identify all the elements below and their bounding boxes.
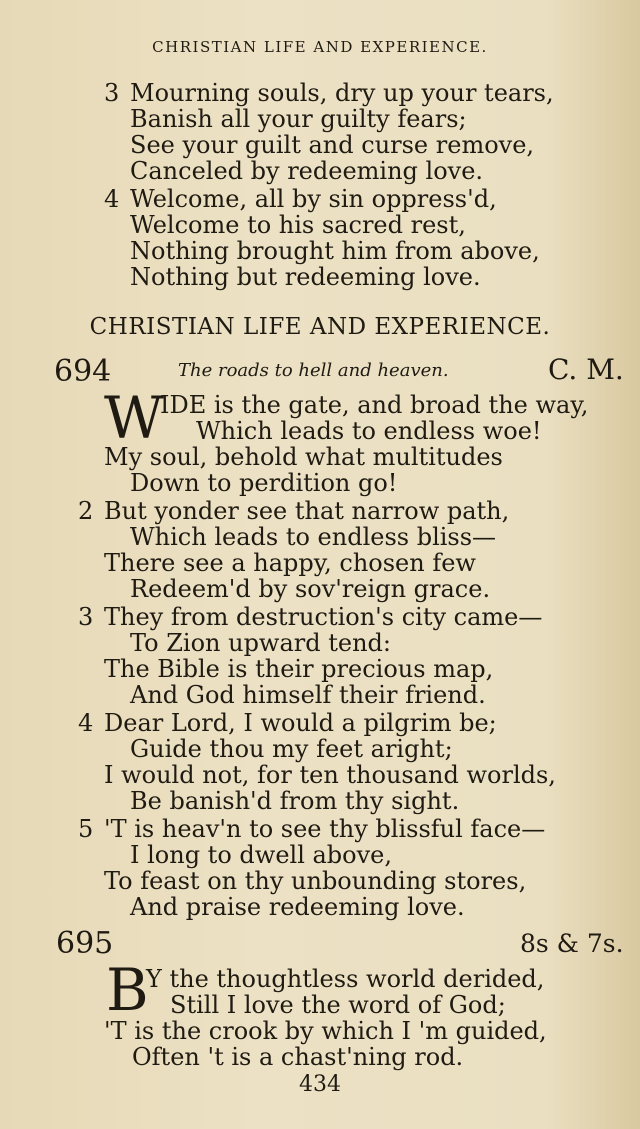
verse-number: 4 [104,185,120,213]
verse-line: Down to perdition go! [130,469,398,497]
verse-number: 5 [78,815,94,843]
verse-line: There see a happy, chosen few [104,549,476,577]
verse-line: 'T is the crook by which I 'm guided, [104,1017,547,1045]
drop-cap: B [106,956,149,1024]
verse-line: But yonder see that narrow path, [104,497,510,525]
verse-line: Mourning souls, dry up your tears, [130,79,554,107]
verse-line: Nothing brought him from above, [130,237,540,265]
verse-number: 4 [78,709,94,737]
verse-line: Dear Lord, I would a pilgrim be; [104,709,497,737]
verse-line: To feast on thy unbounding stores, [104,867,527,895]
verse-line: My soul, behold what multitudes [104,443,503,471]
verse-line: Redeem'd by sov'reign grace. [130,575,491,603]
verse-line: 'T is heav'n to see thy blissful face— [104,815,546,843]
verse-line: The Bible is their precious map, [104,655,494,683]
verse-line: Nothing but redeeming love. [130,263,481,291]
verse-line: Banish all your guilty fears; [130,105,467,133]
verse-line: I would not, for ten thousand worlds, [104,761,556,789]
verse-line: And God himself their friend. [130,681,486,709]
verse-line: Be banish'd from thy sight. [130,787,460,815]
verse-line: I long to dwell above, [130,841,393,869]
verse-line: They from destruction's city came— [104,603,543,631]
verse-line: IDE is the gate, and broad the way, [160,391,589,419]
verse-line: Y the thoughtless world derided, [146,965,545,993]
verse-line: See your guilt and curse remove, [130,131,535,159]
verse-line: Guide thou my feet aright; [130,735,453,763]
section-title: CHRISTIAN LIFE AND EXPERIENCE. [89,314,551,340]
hymn-number: 694 [54,354,112,389]
hymn-number: 695 [56,926,114,961]
verse-line: Which leads to endless woe! [196,417,542,445]
page-number: 434 [299,1072,341,1097]
hymn-meter: C. M. [548,353,624,386]
drop-cap: W [104,384,164,452]
verse-line: Which leads to endless bliss— [130,523,497,551]
verse-number: 3 [78,603,94,631]
verse-line: Still I love the word of God; [170,991,506,1019]
verse-line: To Zion upward tend: [130,629,391,657]
verse-number: 3 [104,79,120,107]
verse-line: Welcome to his sacred rest, [130,211,466,239]
hymn-title: The roads to hell and heaven. [178,360,449,381]
verse-line: Welcome, all by sin oppress'd, [130,185,497,213]
hymn-meter: 8s & 7s. [520,929,624,958]
running-head: CHRISTIAN LIFE AND EXPERIENCE. [152,38,488,56]
verse-line: Often 't is a chast'ning rod. [132,1043,464,1071]
verse-line: And praise redeeming love. [130,893,465,921]
verse-number: 2 [78,497,94,525]
verse-line: Canceled by redeeming love. [130,157,484,185]
